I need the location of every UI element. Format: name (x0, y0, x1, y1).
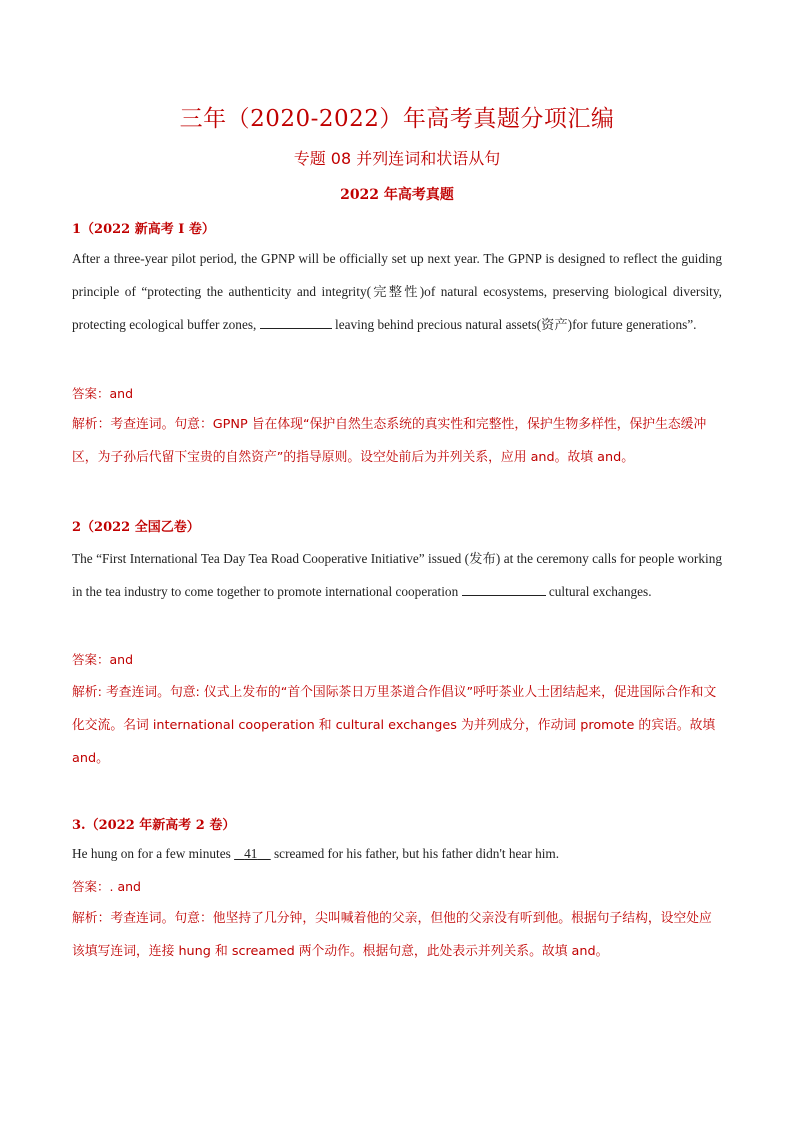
question-1-analysis: 解析：考查连词。句意：GPNP 旨在体现“保护自然生态系统的真实性和完整性，保护生物多样性，保护生态缓冲区，为子孙后代留下宝贵的自然资产”的指导原则。设空处前后为并列关系，应用 and。故填 and。 (72, 417, 707, 465)
page-subtitle: 专题 08 并列连词和状语从句 (293, 149, 501, 168)
question-2-header: 2（2022 全国乙卷） (72, 520, 200, 535)
question-2-text-before: The “First International Tea Day Tea Road Cooperative Initiative” issued (发布) at the ceremony calls for people working in the tea industry to come together to promote international cooperation (72, 551, 722, 599)
question-1-blank (260, 316, 332, 329)
question-1-header: 1（2022 新高考 I 卷） (72, 222, 215, 237)
question-1-text (72, 242, 722, 341)
question-3-header: 3.（2022 年新高考 2 卷） (72, 818, 236, 833)
question-1-answer: 答案：and (72, 386, 134, 401)
question-3-text (72, 837, 722, 870)
question-1-text-before: After a three-year pilot period, the GPNP will be officially set up next year. The GPNP is designed to reflect the guiding principle of “protecting the authenticity and integrity(完整性)of natural ecosystems, preserving biological diversity, protecting ecological buffer zones, (72, 251, 722, 332)
question-3-text-after: screamed for his father, but his father didn't hear him. (270, 846, 560, 861)
question-3-answer: 答案：. and (72, 879, 141, 894)
question-3-analysis: 解析：考查连词。句意：他坚持了几分钟，尖叫喊着他的父亲，但他的父亲没有听到他。根据句子结构，设空处应该填写连词，连接 hung 和 screamed 两个动作。根据句意，此处表示并列关系。故填 and。 (72, 911, 712, 959)
question-3-blank-label: 41 (244, 846, 258, 861)
page-title: 三年（2020-2022）年高考真题分项汇编 (179, 106, 615, 132)
question-2-analysis: 解析: 考查连词。句意: 仪式上发布的“首个国际茶日万里茶道合作倡议”呼吁茶业人士团结起来，促进国际合作和文化交流。名词 international cooperation 和 cultural exchanges 为并列成分，作动词 promote 的宾语。故填 and。 (72, 685, 717, 766)
question-2-answer: 答案：and (72, 652, 134, 667)
question-3-text-before: He hung on for a few minutes (72, 846, 235, 861)
question-3-blank-number (234, 846, 271, 861)
question-2-text-after: cultural exchanges. (545, 584, 652, 599)
section-heading: 2022 年高考真题 (340, 187, 454, 203)
question-2-text (72, 542, 722, 608)
question-1-text-after: leaving behind precious natural assets(资产)for future generations”. (331, 317, 697, 332)
question-2-blank (462, 583, 546, 596)
